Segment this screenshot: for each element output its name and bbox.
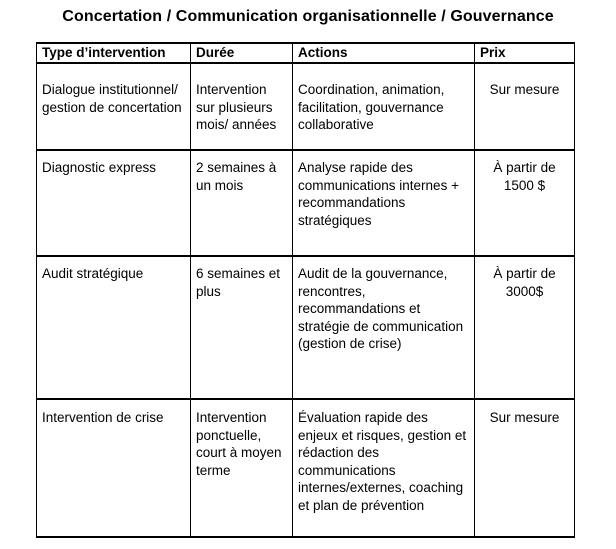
header-type: Type d’intervention xyxy=(37,43,191,63)
cell-type: Audit stratégique xyxy=(37,256,191,399)
cell-duree: 2 semaines à un mois xyxy=(191,150,293,256)
header-duree: Durée xyxy=(191,43,293,63)
cell-prix: Sur mesure xyxy=(475,63,575,150)
cell-actions: Analyse rapide des communications internes + recommandations stratégiques xyxy=(293,150,475,256)
cell-actions: Évaluation rapide des enjeux et risques, gestion et rédaction des communications internes/externes, coaching et plan de prévention xyxy=(293,399,475,537)
table-header-row xyxy=(37,43,575,63)
cell-actions: Audit de la gouvernance, rencontres, recommandations et stratégie de communication (gestion de crise) xyxy=(293,256,475,399)
cell-duree: 6 semaines et plus xyxy=(191,256,293,399)
cell-prix: À partir de 3000$ xyxy=(475,256,575,399)
table-row xyxy=(37,256,575,399)
page-title: Concertation / Communication organisationnelle / Gouvernance xyxy=(62,8,554,25)
table-row xyxy=(37,150,575,256)
cell-type: Dialogue institutionnel/ gestion de concertation xyxy=(37,63,191,150)
header-actions: Actions xyxy=(293,43,475,63)
cell-prix: À partir de 1500 $ xyxy=(475,150,575,256)
cell-type: Diagnostic express xyxy=(37,150,191,256)
cell-prix: Sur mesure xyxy=(475,399,575,537)
header-prix: Prix xyxy=(475,43,575,63)
cell-duree: Intervention ponctuelle, court à moyen terme xyxy=(191,399,293,537)
cell-actions: Coordination, animation, facilitation, gouvernance collaborative xyxy=(293,63,475,150)
services-table xyxy=(36,42,575,538)
table-row xyxy=(37,399,575,537)
cell-duree: Intervention sur plusieurs mois/ années xyxy=(191,63,293,150)
table-row xyxy=(37,63,575,150)
cell-type: Intervention de crise xyxy=(37,399,191,537)
